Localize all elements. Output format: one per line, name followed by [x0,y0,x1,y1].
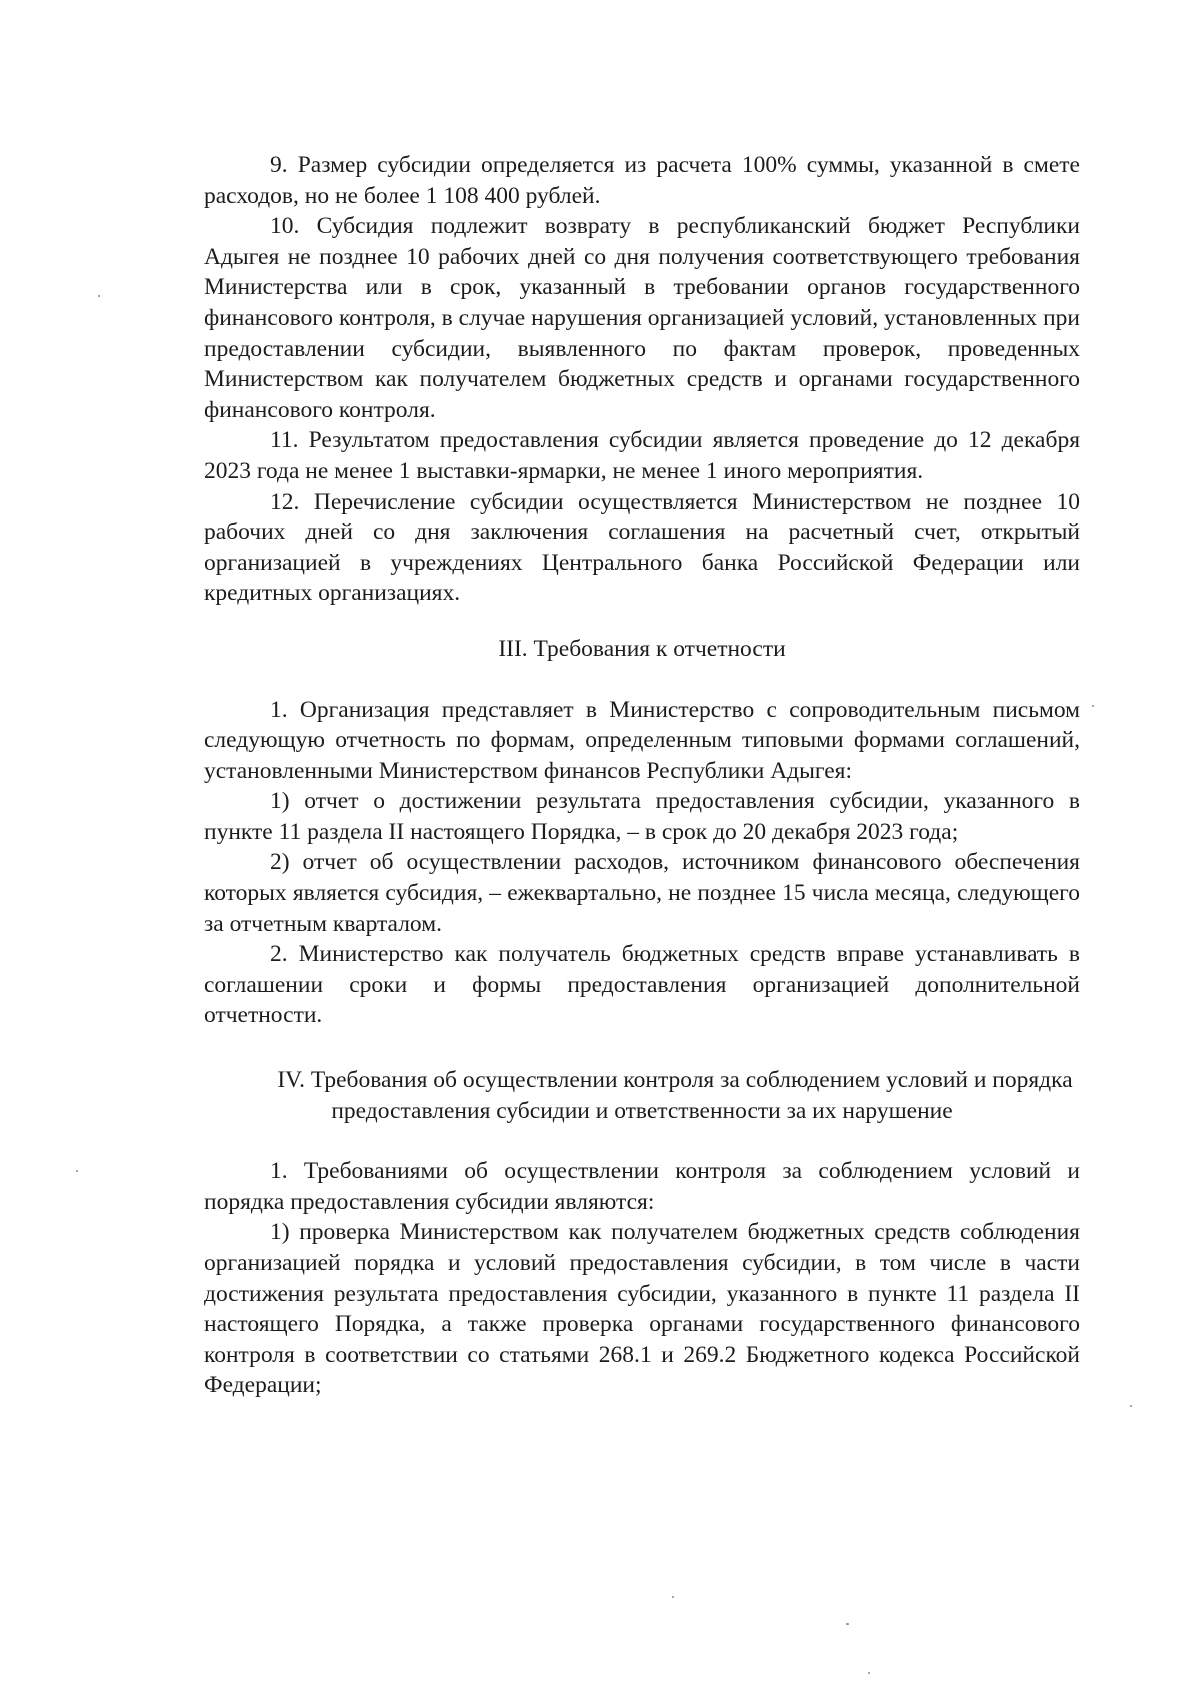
section-iii-heading: III. Требования к отчетности [498,635,786,662]
paragraph-9: 9. Размер субсидии определяется из расчета 100% суммы, указанной в смете расходов, но не более 1 108 400 рублей. [204,152,1080,209]
document-body [204,150,1080,1401]
paragraph-10: 10. Субсидия подлежит возврату в республиканский бюджет Республики Адыгея не позднее 10 рабочих дней со дня получения соответствующего требования Министерства или в срок, указанный в требовании органов государственного финансового контроля, в случае нарушения организацией условий, установленных при предоставлении субсидии, выявленного по фактам проверок, проведенных Министерством как получателем бюджетных средств и органами государственного финансового контроля. [204,213,1080,423]
scan-speck [672,1596,674,1598]
section-iii-paragraph-1-item-2: 2) отчет об осуществлении расходов, источником финансового обеспечения которых является субсидия, – ежеквартально, не позднее 15 числа месяца, следующего за отчетным кварталом. [204,849,1080,937]
scan-speck [1130,1405,1132,1407]
scan-speck [1092,705,1094,707]
section-iii-paragraph-2: 2. Министерство как получатель бюджетных средств вправе устанавливать в соглашении сроки и формы предоставления организацией дополнительной отчетности. [204,941,1080,1029]
paragraph-11: 11. Результатом предоставления субсидии является проведение до 12 декабря 2023 года не менее 1 выставки-ярмарки, не менее 1 иного мероприятия. [204,427,1080,484]
section-iv-paragraph-1-item-1: 1) проверка Министерством как получателем бюджетных средств соблюдения организацией порядка и условий предоставления субсидии, в том числе в части достижения результата предоставления субсидии, указанного в пункте 11 раздела II настоящего Порядка, а также проверка органами государственного финансового контроля в соответствии со статьями 268.1 и 269.2 Бюджетного кодекса Российской Федерации; [204,1219,1080,1399]
scan-speck [98,295,100,297]
scan-speck [76,1170,78,1172]
section-iii-paragraph-1-item-1: 1) отчет о достижении результата предоставления субсидии, указанного в пункте 11 раздела II настоящего Порядка, – в срок до 20 декабря 2023 года; [204,788,1080,845]
section-iv-heading: IV. Требования об осуществлении контроля за соблюдением условий и порядка предоставления субсидии и ответственности за их нарушение [277,1067,1073,1124]
section-iii-paragraph-1: 1. Организация представляет в Министерство с сопроводительным письмом следующую отчетность по формам, определенным типовыми формами соглашений, установленными Министерством финансов Республики Адыгея: [204,696,1080,784]
scan-speck [868,1672,870,1674]
section-iv-paragraph-1: 1. Требованиями об осуществлении контроля за соблюдением условий и порядка предоставления субсидии являются: [204,1158,1080,1215]
scan-speck [846,1623,849,1625]
paragraph-12: 12. Перечисление субсидии осуществляется Министерством не позднее 10 рабочих дней со дня заключения соглашения на расчетный счет, открытый организацией в учреждениях Центрального банка Российской Федерации или кредитных организациях. [204,488,1080,607]
